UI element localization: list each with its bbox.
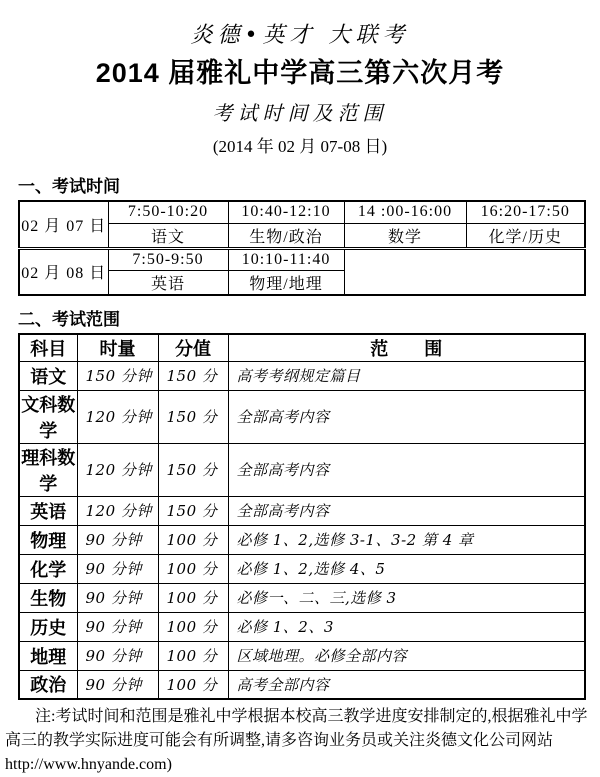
duration-cell: 90 分钟 [77,641,158,670]
range-cell: 必修 1、2、3 [228,612,585,641]
exam-scope-heading: 二、考试范围 [18,309,120,329]
duration-cell: 90 分钟 [77,554,158,583]
subject-cell: 英语 [19,496,77,525]
score-cell: 100 分 [158,583,228,612]
footnote-line: 高三的教学实际进度可能会有所调整,请多咨询业务员或关注炎德文化公司网站 [5,732,554,749]
subject-cell: 政治 [19,670,77,699]
subject-cell: 生物 [19,583,77,612]
schedule-time-cell: 16:20-17:50 [466,201,585,223]
schedule-subject-cell: 语文 [108,223,228,248]
schedule-date-cell: 02 月 08 日 [19,248,108,295]
table-row [19,443,585,496]
schedule-time-cell: 7:50-9:50 [108,248,228,270]
exam-scope-table [18,333,586,701]
table-row [19,390,585,443]
range-cell: 全部高考内容 [228,443,585,496]
score-cell: 150 分 [158,361,228,390]
schedule-subject-cell: 生物/政治 [228,223,344,248]
subject-cell: 地理 [19,641,77,670]
subject-cell: 文科数学 [19,390,77,443]
column-header-duration: 时量 [77,334,158,362]
subject-cell: 理科数学 [19,443,77,496]
subtitle: 考试时间及范围 [212,101,388,125]
range-cell: 全部高考内容 [228,390,585,443]
duration-cell: 90 分钟 [77,670,158,699]
footnote-url: http://www.hnyande.com) [5,756,172,773]
range-cell: 必修一、二、三,选修 3 [228,583,585,612]
score-cell: 100 分 [158,554,228,583]
column-header-range: 范 围 [228,334,585,362]
subject-cell: 语文 [19,361,77,390]
table-header-row [19,334,585,362]
subject-cell: 历史 [19,612,77,641]
score-cell: 100 分 [158,641,228,670]
table-row [19,583,585,612]
range-cell: 必修 1、2,选修 3-1、3-2 第 4 章 [228,525,585,554]
duration-cell: 120 分钟 [77,496,158,525]
table-row [19,612,585,641]
exam-time-heading: 一、考试时间 [18,177,120,196]
exam-time-table [18,200,586,296]
score-cell: 100 分 [158,612,228,641]
table-row [19,641,585,670]
subject-cell: 物理 [19,525,77,554]
schedule-time-cell: 10:10-11:40 [228,248,344,270]
schedule-subject-cell: 英语 [108,270,228,295]
table-row [19,248,585,270]
footnote-line: 注:考试时间和范围是雅礼中学根据本校高三教学进度安排制定的,根据雅礼中学 [35,708,588,725]
range-cell: 全部高考内容 [228,496,585,525]
footnote-paragraph [5,705,597,777]
duration-cell: 90 分钟 [77,583,158,612]
duration-cell: 120 分钟 [77,390,158,443]
schedule-empty-cell [344,248,585,295]
schedule-subject-cell: 物理/地理 [228,270,344,295]
duration-cell: 120 分钟 [77,443,158,496]
table-row [19,670,585,699]
column-header-score: 分值 [158,334,228,362]
score-cell: 100 分 [158,525,228,554]
range-cell: 区域地理。必修全部内容 [228,641,585,670]
schedule-time-cell: 14 :00-16:00 [344,201,466,223]
range-cell: 必修 1、2,选修 4、5 [228,554,585,583]
exam-date-range: (2014 年 02 月 07-08 日) [212,137,388,156]
duration-cell: 150 分钟 [77,361,158,390]
score-cell: 150 分 [158,496,228,525]
duration-cell: 90 分钟 [77,612,158,641]
schedule-date-cell: 02 月 07 日 [19,201,108,248]
schedule-subject-cell: 化学/历史 [466,223,585,248]
score-cell: 100 分 [158,670,228,699]
schedule-subject-cell: 数学 [344,223,466,248]
range-cell: 高考全部内容 [228,670,585,699]
table-row [19,496,585,525]
schedule-time-cell: 7:50-10:20 [108,201,228,223]
score-cell: 150 分 [158,443,228,496]
brand-title: 炎德•英才 大联考 [190,23,410,48]
document-header [0,22,600,158]
table-row [19,554,585,583]
duration-cell: 90 分钟 [77,525,158,554]
range-cell: 高考考纲规定篇目 [228,361,585,390]
page-title: 2014 届雅礼中学高三第六次月考 [95,58,505,88]
schedule-time-cell: 10:40-12:10 [228,201,344,223]
score-cell: 150 分 [158,390,228,443]
table-row [19,525,585,554]
column-header-subject: 科目 [19,334,77,362]
table-row [19,201,585,223]
subject-cell: 化学 [19,554,77,583]
table-row [19,361,585,390]
